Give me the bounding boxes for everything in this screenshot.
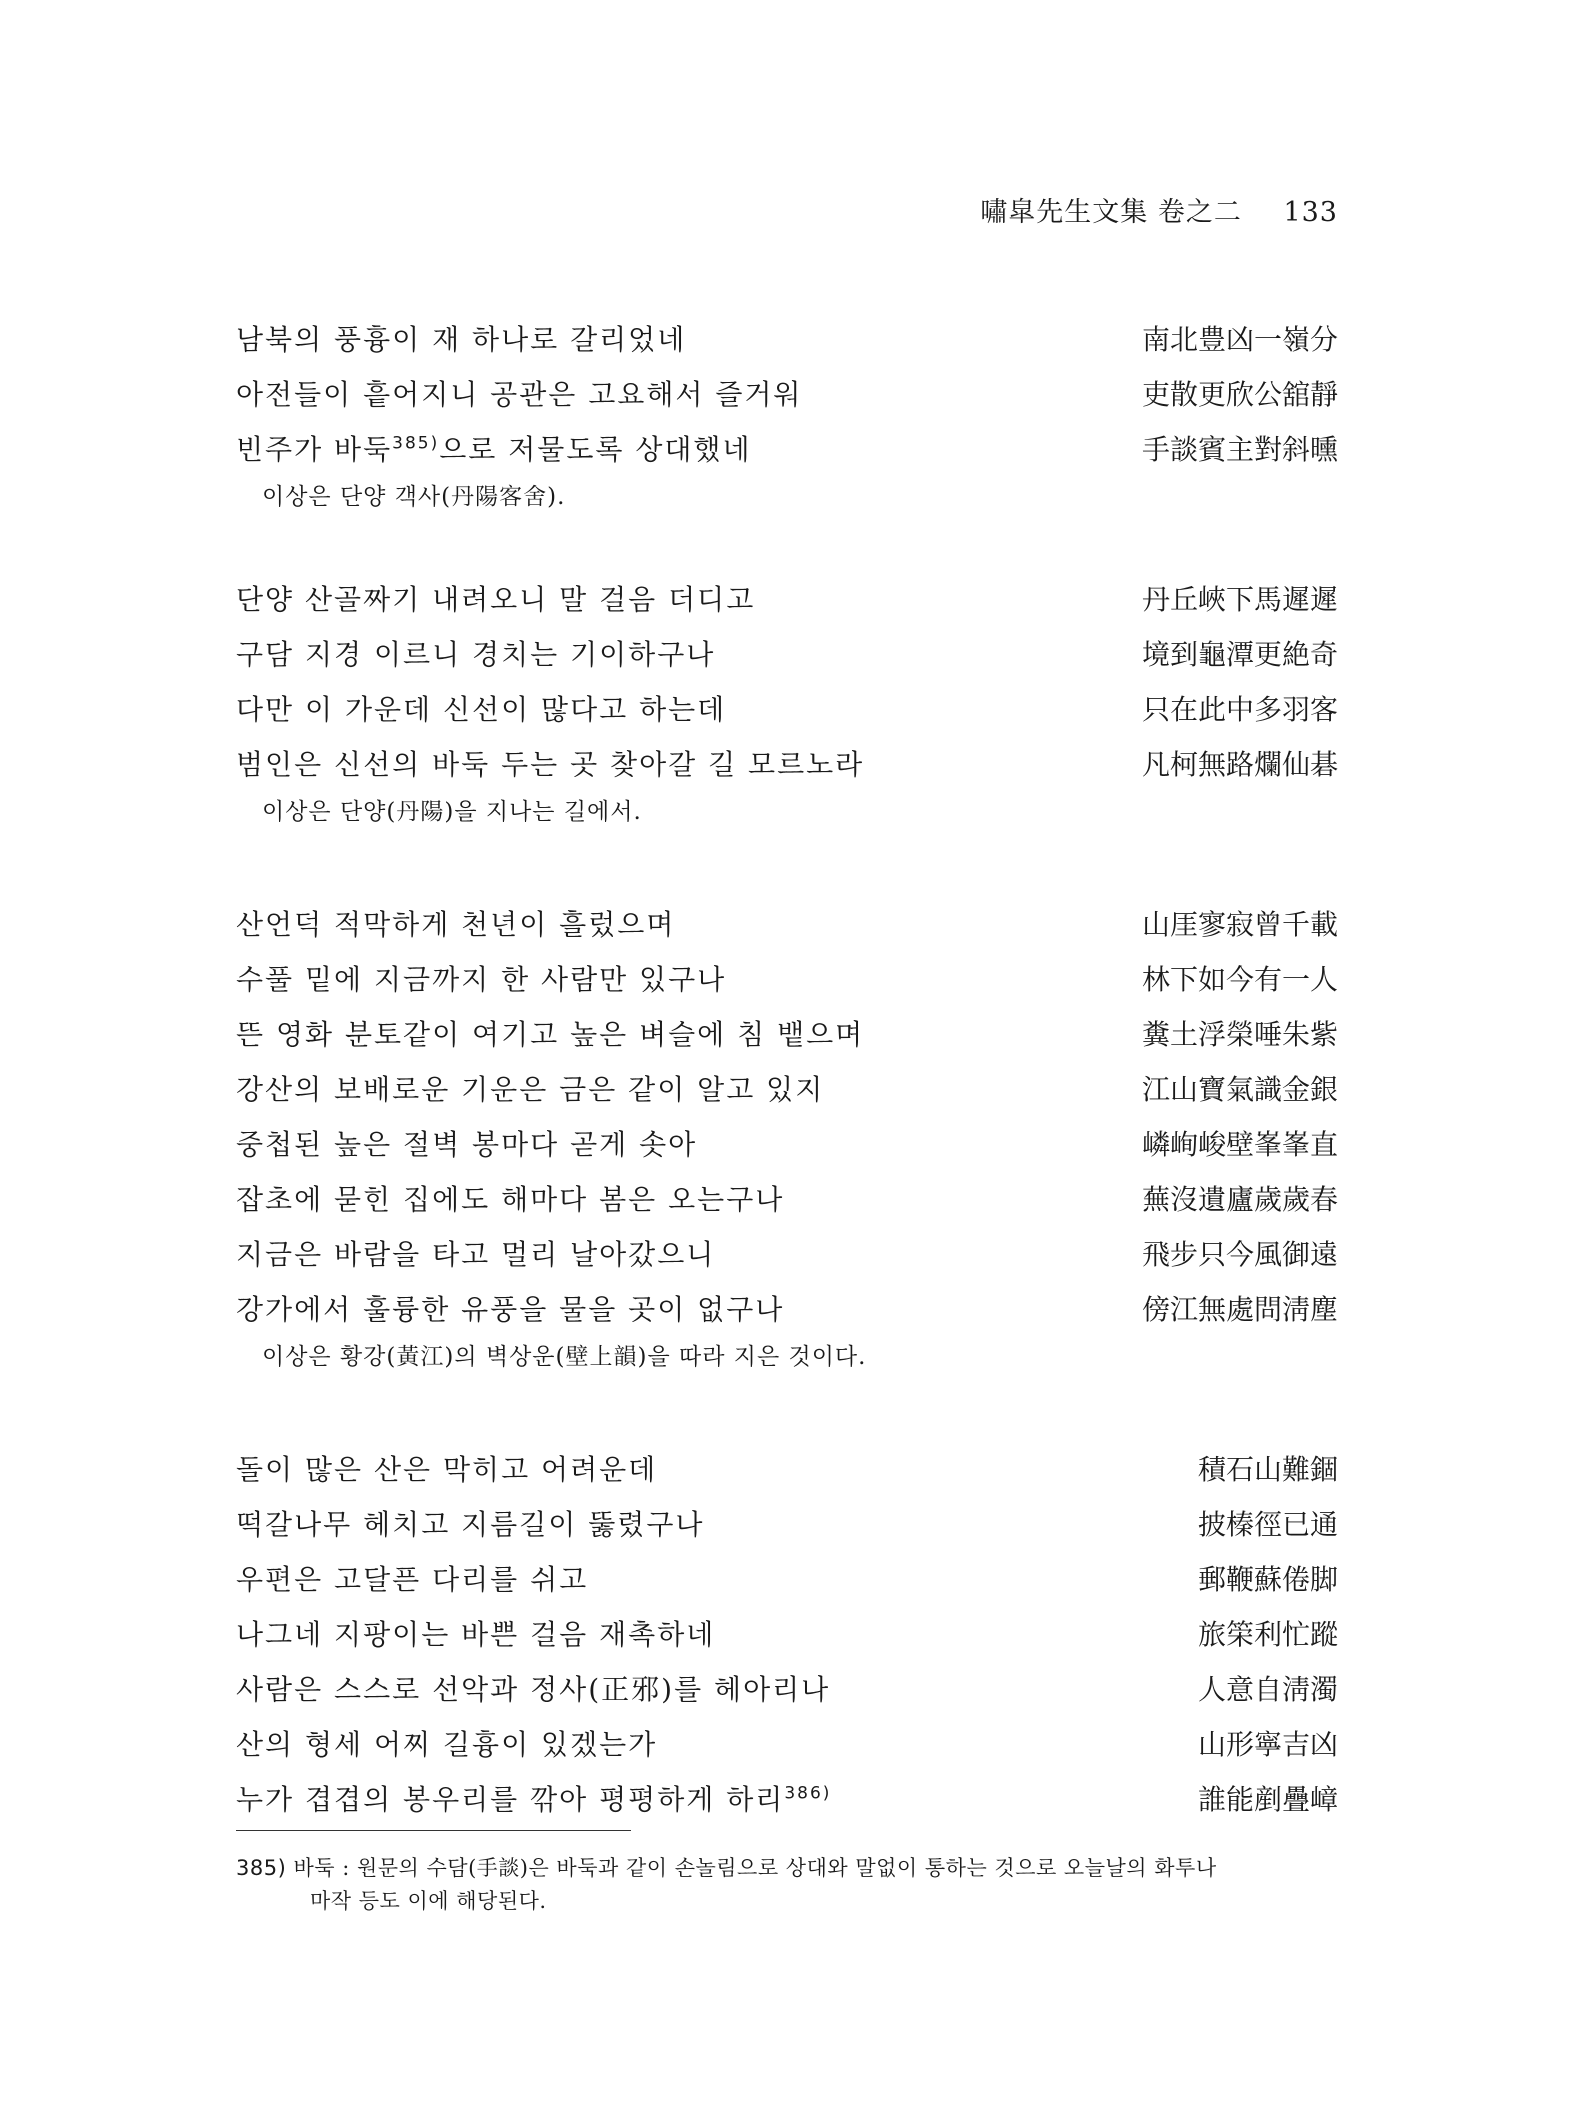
classical-chinese-text: 人意自淸濁 xyxy=(1197,1673,1338,1706)
classical-chinese-text: 只在此中多羽客 xyxy=(1141,693,1338,726)
classical-chinese-text: 披榛徑已通 xyxy=(1197,1508,1338,1541)
verse-line xyxy=(236,1227,1338,1282)
book-title: 嘯皐先生文集 卷之二 xyxy=(980,197,1242,228)
classical-chinese-text: 飛步只今風御遠 xyxy=(1141,1238,1338,1271)
verse-line xyxy=(236,1717,1338,1772)
classical-chinese-text: 南北豊凶一嶺分 xyxy=(1141,323,1338,356)
korean-translation: 잡초에 묻힌 집에도 해마다 봄은 오는구나 xyxy=(236,1183,785,1216)
footnote-line xyxy=(236,1852,1338,1885)
verse-line xyxy=(236,737,1338,792)
korean-translation: 구담 지경 이르니 경치는 기이하구나 xyxy=(236,638,716,671)
korean-translation: 중첩된 높은 절벽 봉마다 곧게 솟아 xyxy=(236,1128,698,1161)
poem-block-2 xyxy=(236,572,1338,832)
korean-text: 누가 겹겹의 봉우리를 깎아 평평하게 하리 xyxy=(236,1783,785,1816)
verse-line xyxy=(236,1497,1338,1552)
footnote-divider xyxy=(236,1830,631,1831)
classical-chinese-text: 傍江無處問淸塵 xyxy=(1141,1293,1338,1326)
korean-translation: 수풀 밑에 지금까지 한 사람만 있구나 xyxy=(236,963,727,996)
verse-line xyxy=(236,422,1338,477)
classical-chinese-text: 丹丘峽下馬遲遲 xyxy=(1141,583,1338,616)
korean-translation: 단양 산골짜기 내려오니 말 걸음 더디고 xyxy=(236,583,756,616)
korean-translation: 돌이 많은 산은 막히고 어려운데 xyxy=(236,1453,658,1486)
poem-note: 이상은 단양(丹陽)을 지나는 길에서. xyxy=(262,799,642,825)
verse-line xyxy=(236,572,1338,627)
korean-translation: 사람은 스스로 선악과 정사(正邪)를 헤아리나 xyxy=(236,1673,831,1706)
classical-chinese-text: 嶙峋峻壁峯峯直 xyxy=(1141,1128,1338,1161)
korean-translation: 떡갈나무 헤치고 지름길이 뚫렸구나 xyxy=(236,1508,705,1541)
poem-block-3 xyxy=(236,897,1338,1377)
classical-chinese-text: 境到龜潭更絶奇 xyxy=(1141,638,1338,671)
korean-translation: 남북의 풍흉이 재 하나로 갈리었네 xyxy=(236,323,687,356)
poem-block-4 xyxy=(236,1442,1338,1827)
korean-translation: 강산의 보배로운 기운은 금은 같이 알고 있지 xyxy=(236,1073,825,1106)
korean-translation xyxy=(236,1772,831,1827)
classical-chinese-text: 郵鞭蘇倦脚 xyxy=(1197,1563,1338,1596)
poem-note: 이상은 단양 객사(丹陽客舍). xyxy=(262,484,566,510)
footnote-reference[interactable]: 386) xyxy=(784,1783,832,1804)
korean-translation: 나그네 지팡이는 바쁜 걸음 재촉하네 xyxy=(236,1618,716,1651)
korean-translation: 우편은 고달픈 다리를 쉬고 xyxy=(236,1563,589,1596)
korean-translation: 다만 이 가운데 신선이 많다고 하는데 xyxy=(236,693,727,726)
footnote-text: 바둑 : 원문의 수담(手談)은 바둑과 같이 손놀림으로 상대와 말없이 통하는 것으로 오늘날의 화투나 xyxy=(293,1856,1217,1880)
korean-translation: 범인은 신선의 바둑 두는 곳 찾아갈 길 모르노라 xyxy=(236,748,865,781)
verse-line xyxy=(236,1772,1338,1827)
verse-line xyxy=(236,897,1338,952)
korean-translation: 강가에서 훌륭한 유풍을 물을 곳이 없구나 xyxy=(236,1293,785,1326)
classical-chinese-text: 旅筞利忙蹤 xyxy=(1197,1618,1338,1651)
korean-translation: 뜬 영화 분토같이 여기고 높은 벼슬에 침 뱉으며 xyxy=(236,1018,865,1051)
classical-chinese-text: 吏散更欣公舘靜 xyxy=(1141,378,1338,411)
verse-line xyxy=(236,1552,1338,1607)
classical-chinese-text: 林下如今有一人 xyxy=(1141,963,1338,996)
classical-chinese-text: 蕪沒遺廬歲歲春 xyxy=(1141,1183,1338,1216)
running-header xyxy=(980,190,1338,229)
footnote-continuation: 마작 등도 이에 해당된다. xyxy=(310,1889,547,1913)
korean-translation xyxy=(236,422,752,477)
korean-text: 으로 저물도록 상대했네 xyxy=(439,433,752,466)
footnote xyxy=(236,1852,1338,1918)
classical-chinese-text: 山厓寥寂曾千載 xyxy=(1141,908,1338,941)
footnote-number: 385) xyxy=(236,1856,287,1880)
verse-line xyxy=(236,1117,1338,1172)
classical-chinese-text: 山形寧吉凶 xyxy=(1197,1728,1338,1761)
classical-chinese-text: 凡柯無路爛仙碁 xyxy=(1141,748,1338,781)
verse-line xyxy=(236,1062,1338,1117)
verse-line xyxy=(236,1282,1338,1337)
korean-text: 빈주가 바둑 xyxy=(236,433,393,466)
verse-line xyxy=(236,1442,1338,1497)
verse-line xyxy=(236,312,1338,367)
classical-chinese-text: 江山寶氣識金銀 xyxy=(1141,1073,1338,1106)
korean-translation: 산언덕 적막하게 천년이 흘렀으며 xyxy=(236,908,676,941)
classical-chinese-text: 誰能剷疊嶂 xyxy=(1197,1783,1338,1816)
verse-line xyxy=(236,1007,1338,1062)
korean-translation: 아전들이 흩어지니 공관은 고요해서 즐거워 xyxy=(236,378,803,411)
verse-line xyxy=(236,627,1338,682)
verse-line xyxy=(236,682,1338,737)
korean-translation: 산의 형세 어찌 길흉이 있겠는가 xyxy=(236,1728,658,1761)
poem-note: 이상은 황강(黃江)의 벽상운(壁上韻)을 따라 지은 것이다. xyxy=(262,1344,867,1370)
poem-block-1 xyxy=(236,312,1338,517)
verse-line xyxy=(236,1607,1338,1662)
classical-chinese-text: 糞土浮榮唾朱紫 xyxy=(1141,1018,1338,1051)
footnote-reference[interactable]: 385) xyxy=(392,433,440,454)
verse-line xyxy=(236,1172,1338,1227)
page-number: 133 xyxy=(1283,197,1338,228)
korean-translation: 지금은 바람을 타고 멀리 날아갔으니 xyxy=(236,1238,716,1271)
verse-line xyxy=(236,367,1338,422)
verse-line xyxy=(236,952,1338,1007)
verse-line xyxy=(236,1662,1338,1717)
classical-chinese-text: 手談賓主對斜曛 xyxy=(1141,433,1338,466)
classical-chinese-text: 積石山難錮 xyxy=(1197,1453,1338,1486)
